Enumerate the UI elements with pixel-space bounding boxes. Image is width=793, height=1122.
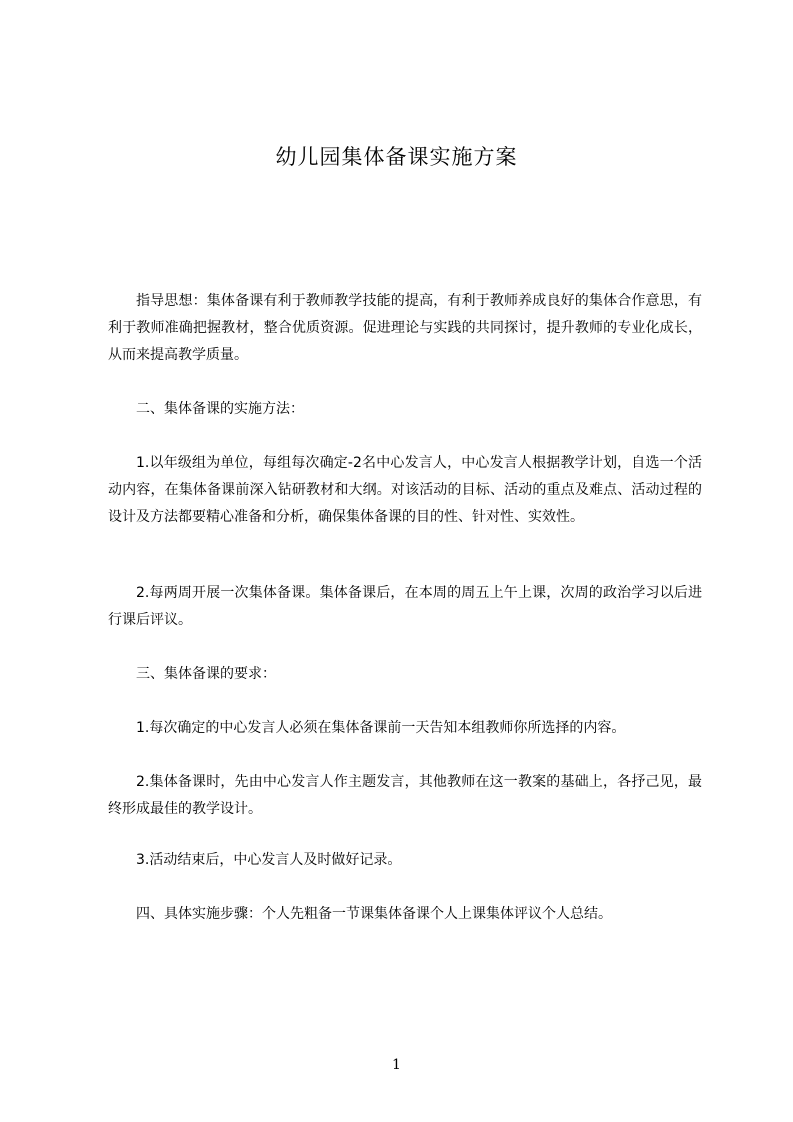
page-number: 1 bbox=[392, 1057, 401, 1073]
paragraph-method-1: 1.以年级组为单位，每组每次确定-2名中心发言人，中心发言人根据教学计划，自选一个活动内容，在集体备课前深入钻研教材和大纲。对该活动的目标、活动的重点及难点、活动过程的设计及方法都要精心准备和分析，确保集体备课的目的性、针对性、实效性。 bbox=[108, 455, 702, 525]
paragraph-guiding-idea: 指导思想：集体备课有利于教师教学技能的提高，有利于教师养成良好的集体合作意思，有利于教师准确把握教材，整合优质资源。促进理论与实践的共同探讨，提升教师的专业化成长，从而来提高教学质量。 bbox=[108, 293, 702, 363]
paragraph-requirement-2: 2.集体备课时，先由中心发言人作主题发言，其他教师在这一教案的基础上，各抒己见，最终形成最佳的教学设计。 bbox=[108, 774, 702, 817]
paragraph-requirement-3: 3.活动结束后，中心发言人及时做好记录。 bbox=[136, 852, 402, 868]
section-heading-requirements: 三、集体备课的要求： bbox=[136, 666, 276, 682]
section-heading-steps: 四、具体实施步骤：个人先粗备一节课集体备课个人上课集体评议个人总结。 bbox=[136, 906, 612, 922]
document-title: 幼儿园集体备课实施方案 bbox=[275, 145, 518, 169]
paragraph-method-2: 2.每两周开展一次集体备课。集体备课后，在本周的周五上午上课，次周的政治学习以后进行课后评议。 bbox=[108, 585, 702, 628]
paragraph-requirement-1: 1.每次确定的中心发言人必须在集体备课前一天告知本组教师你所选择的内容。 bbox=[136, 720, 626, 736]
section-heading-implementation-method: 二、集体备课的实施方法： bbox=[136, 401, 304, 417]
